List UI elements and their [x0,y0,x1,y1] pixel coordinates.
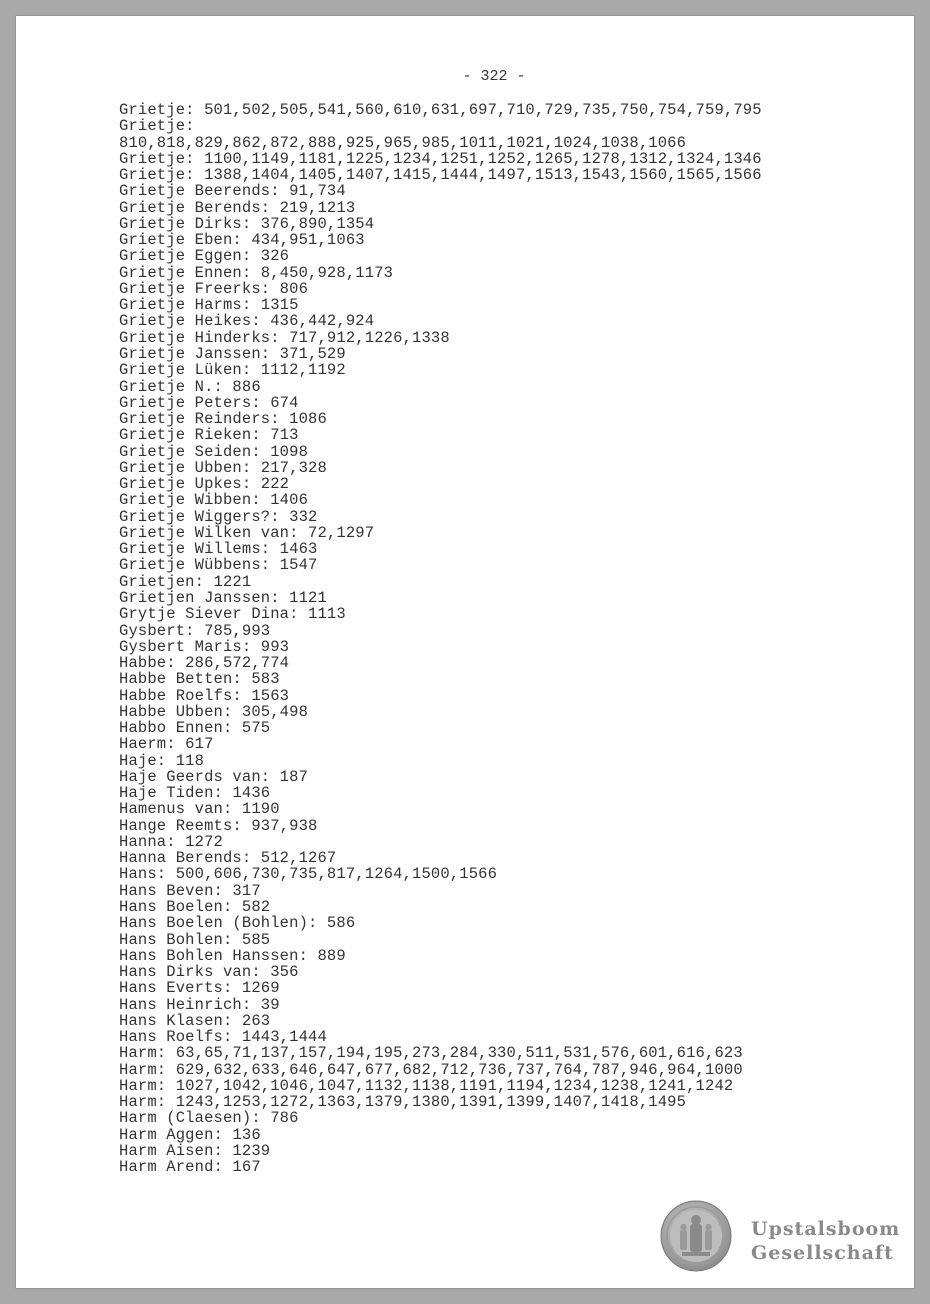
page-number: - 322 - [462,68,526,85]
index-entry: Grietje Wiggers?: 332 [119,507,318,526]
index-entry: Grietje Willems: 1463 [119,540,318,559]
index-entry: Harm: 63,65,71,137,157,194,195,273,284,330,511,531,576,601,616,623 [119,1044,743,1063]
index-entry: Grietje Eben: 434,951,1063 [119,231,365,250]
document-page [16,16,914,1288]
index-entry: Harm Arend: 167 [119,1158,261,1177]
index-entry: Grietje Eggen: 326 [119,247,290,266]
index-entry: Haerm: 617 [119,735,214,754]
index-entry: Grietje Rieken: 713 [119,426,299,445]
society-logo-text [751,1217,900,1265]
index-entry: Grietje Upkes: 222 [119,475,290,494]
index-entry: Grietje Wibben: 1406 [119,491,309,510]
index-entry: Grietje: 501,502,505,541,560,610,631,697,710,729,735,750,754,759,795 [119,101,762,119]
index-entry: Grietje: 1388,1404,1405,1407,1415,1444,1497,1513,1543,1560,1565,1566 [119,166,762,185]
index-entry: Grietje Heikes: 436,442,924 [119,312,375,331]
index-entry: Gysbert Maris: 993 [119,637,290,656]
index-entry: Grietje Berends: 219,1213 [119,198,356,217]
index-entry: Grytje Siever Dina: 1113 [119,605,346,624]
index-entry: Grietje Hinderks: 717,912,1226,1338 [119,328,450,347]
index-entry: Harm Aisen: 1239 [119,1142,271,1160]
index-entry: Grietjen: 1221 [119,572,252,591]
index-entry: Grietje: 1100,1149,1181,1225,1234,1251,1252,1265,1278,1312,1324,1346 [119,149,762,168]
index-entry: Hanna: 1272 [119,832,223,851]
index-entry: Habbe Betten: 583 [119,670,280,689]
index-entry: Haje: 118 [119,751,205,770]
index-entry: Gysbert: 785,993 [119,621,271,640]
index-entry: Hans Bohlen: 585 [119,930,271,949]
index-list [119,102,762,1176]
index-entry: Grietje Wübbens: 1547 [119,556,318,575]
index-entry: Habbo Ennen: 575 [119,719,271,738]
index-entry: Grietje N.: 886 [119,377,261,396]
index-entry: Harm: 629,632,633,646,647,677,682,712,736,737,764,787,946,964,1000 [119,1060,743,1079]
index-entry: Haje Tiden: 1436 [119,784,271,803]
index-entry: Grietje Lüken: 1112,1192 [119,361,346,380]
index-entry: Harm Aggen: 136 [119,1125,261,1144]
society-name-line2: Gesellschaft [751,1242,894,1264]
index-entry: Hans Boelen (Bohlen): 586 [119,914,356,933]
index-entry: Harm (Claesen): 786 [119,1109,299,1128]
index-entry: Grietje Beerends: 91,734 [119,182,346,201]
index-entry: Grietje Reinders: 1086 [119,410,327,429]
index-entry: Grietje Freerks: 806 [119,279,309,298]
index-entry: Grietjen Janssen: 1121 [119,588,327,607]
index-entry: Hans Beven: 317 [119,881,261,900]
index-entry: Grietje Harms: 1315 [119,296,299,315]
index-entry: Hamenus van: 1190 [119,800,280,819]
index-entry: Habbe: 286,572,774 [119,654,290,673]
index-entry: Hans Roelfs: 1443,1444 [119,1028,327,1047]
index-entry: Hans Boelen: 582 [119,898,271,917]
index-entry: Haje Geerds van: 187 [119,767,309,786]
index-entry: Harm: 1243,1253,1272,1363,1379,1380,1391,1399,1407,1418,1495 [119,1093,687,1112]
index-entry: Hans Heinrich: 39 [119,995,280,1014]
index-entry: Grietje: [119,117,195,136]
index-entry: Grietje Ennen: 8,450,928,1173 [119,263,394,282]
seal-icon [660,1200,732,1272]
index-entry: Grietje Wilken van: 72,1297 [119,523,375,542]
index-entry: 810,818,829,862,872,888,925,965,985,1011,1021,1024,1038,1066 [119,133,687,152]
index-entry: Hans Bohlen Hanssen: 889 [119,946,346,965]
index-entry: Hanna Berends: 512,1267 [119,849,337,868]
index-entry: Harm: 1027,1042,1046,1047,1132,1138,1191,1194,1234,1238,1241,1242 [119,1076,734,1095]
society-name-line1: Upstalsboom [751,1218,901,1240]
index-entry: Grietje Seiden: 1098 [119,442,309,461]
index-entry: Habbe Roelfs: 1563 [119,686,290,705]
index-entry: Hans: 500,606,730,735,817,1264,1500,1566 [119,865,498,884]
index-entry: Grietje Ubben: 217,328 [119,458,327,477]
index-entry: Hans Everts: 1269 [119,979,280,998]
index-entry: Grietje Peters: 674 [119,393,299,412]
index-entry: Grietje Janssen: 371,529 [119,344,346,363]
index-entry: Hans Klasen: 263 [119,1011,271,1030]
index-entry: Habbe Ubben: 305,498 [119,702,309,721]
index-entry: Hange Reemts: 937,938 [119,816,318,835]
index-entry: Hans Dirks van: 356 [119,963,299,982]
index-entry: Grietje Dirks: 376,890,1354 [119,214,375,233]
